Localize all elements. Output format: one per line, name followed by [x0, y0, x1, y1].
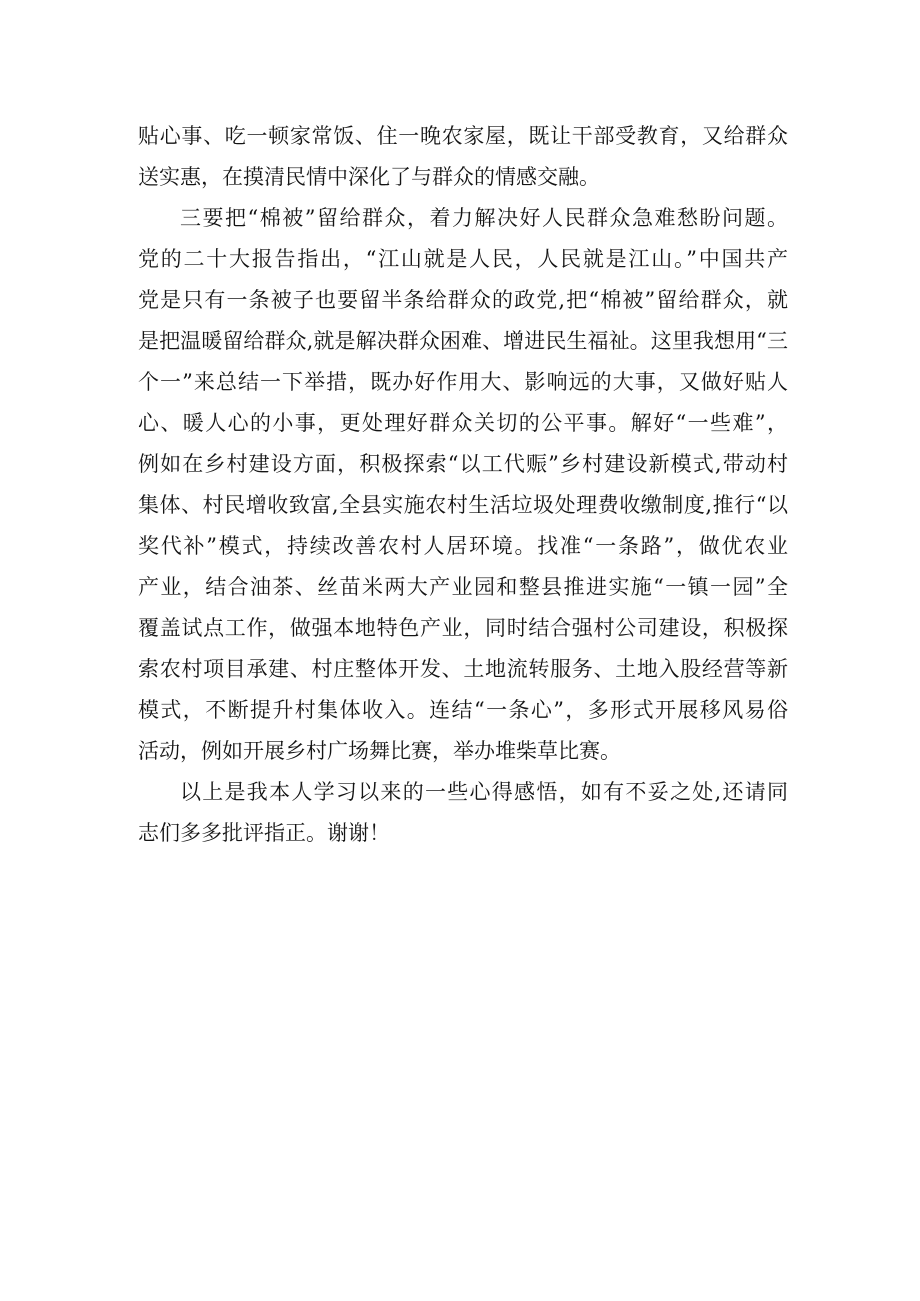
paragraph-line: 集体、村民增收致富,全县实施农村生活垃圾处理费收缴制度,推行“以 — [138, 493, 788, 517]
paragraph-line: 贴心事、吃一顿家常饭、住一晚农家屋，既让干部受教育，又给群众 — [138, 124, 788, 148]
paragraph-line: 是把温暖留给群众,就是解决群众困难、增进民生福祉。这里我想用“三 — [138, 329, 788, 353]
paragraph-line: 例如在乡村建设方面，积极探索“以工代赈”乡村建设新模式,带动村 — [138, 452, 788, 476]
paragraph-line: 奖代补”模式，持续改善农村人居环境。找准“一条路”，做优农业 — [138, 534, 788, 558]
paragraph-line: 心、暖人心的小事，更处理好群众关切的公平事。解好“一些难”， — [138, 411, 788, 435]
paragraph-line: 党是只有一条被子也要留半条给群众的政党,把“棉被”留给群众，就 — [138, 288, 788, 312]
paragraph-line: 覆盖试点工作，做强本地特色产业，同时结合强村公司建设，积极探 — [138, 616, 788, 640]
paragraph-line: 以上是我本人学习以来的一些心得感悟，如有不妥之处,还请同 — [180, 780, 788, 804]
paragraph-line: 三要把“棉被”留给群众，着力解决好人民群众急难愁盼问题。 — [180, 206, 788, 230]
paragraph-line: 个一”来总结一下举措，既办好作用大、影响远的大事，又做好贴人 — [138, 370, 788, 394]
paragraph-continuation — [138, 116, 788, 198]
paragraph-line: 志们多多批评指正。谢谢！ — [138, 821, 390, 845]
paragraph-line: 党的二十大报告指出，“江山就是人民，人民就是江山。”中国共产 — [138, 247, 788, 271]
paragraph-line: 送实惠，在摸清民情中深化了与群众的情感交融。 — [138, 165, 600, 189]
paragraph-line: 索农村项目承建、村庄整体开发、土地流转服务、土地入股经营等新 — [138, 657, 788, 681]
document-body — [138, 116, 788, 854]
paragraph-closing — [138, 772, 788, 854]
paragraph-line: 活动，例如开展乡村广场舞比赛，举办堆柴草比赛。 — [138, 739, 621, 763]
paragraph-line: 产业，结合油茶、丝苗米两大产业园和整县推进实施“一镇一园”全 — [138, 575, 788, 599]
paragraph-line: 模式，不断提升村集体收入。连结“一条心”，多形式开展移风易俗 — [138, 698, 788, 722]
paragraph-three-requirements — [138, 198, 788, 772]
